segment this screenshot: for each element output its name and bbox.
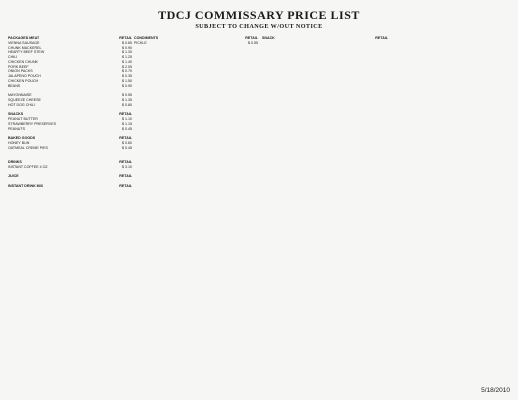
item-price: $ 0.90 xyxy=(122,45,132,50)
item-price: RETAIL xyxy=(119,36,132,40)
item-price: RETAIL xyxy=(119,159,132,164)
item-name: PEANUTS xyxy=(8,126,25,131)
item-name: HEARTY BEEF STEW xyxy=(8,50,45,55)
item-name: STRAWBERRY PRESERVES xyxy=(8,121,56,126)
item-name: CONDIMENTS xyxy=(134,36,159,40)
item-name: ONION PACKS xyxy=(8,69,33,74)
item-name: PICKLE xyxy=(134,40,147,45)
item-name: CHUNK MACKEREL xyxy=(8,45,42,50)
item-name: JUICE xyxy=(8,174,19,179)
item-price: $ 0.55 xyxy=(248,40,258,45)
item-name: BEANS xyxy=(8,83,21,88)
item-name: BAKED GOODS xyxy=(8,136,36,141)
item-name: CHICKEN POUCH xyxy=(8,78,39,83)
item-price: $ 1.30 xyxy=(122,50,132,55)
item-price: $ 1.50 xyxy=(122,78,132,83)
price-column-3 xyxy=(262,36,388,370)
item-price: $ 0.70 xyxy=(122,69,132,74)
item-name: HOT DOG CHILI xyxy=(8,102,35,107)
item-price: $ 2.05 xyxy=(122,64,132,69)
item-price: RETAIL xyxy=(119,112,132,117)
item-name: INSTANT COFFEE 4 OZ xyxy=(8,164,48,169)
price-column-1 xyxy=(8,36,132,379)
item-name: INSTANT DRINK MIX xyxy=(8,183,44,188)
item-name: VIENNA SAUSAGE xyxy=(8,40,40,45)
item-price: RETAIL xyxy=(375,36,388,40)
item-price: $ 0.45 xyxy=(122,145,132,150)
item-price: $ 0.60 xyxy=(122,140,132,145)
price-column-2 xyxy=(134,36,258,370)
item-price: RETAIL xyxy=(119,136,132,141)
item-price: $ 1.35 xyxy=(122,97,132,102)
item-price: $ 1.25 xyxy=(122,55,132,60)
item-name: MAYONNAISE xyxy=(8,93,32,98)
item-name: DRINKS xyxy=(8,159,22,164)
item-name: CHICKEN CHUNK xyxy=(8,59,38,64)
item-name: HONEY BUN xyxy=(8,140,30,145)
item-price: $ 0.80 xyxy=(122,102,132,107)
item-price: RETAIL xyxy=(245,36,258,40)
item-name: JALAPENO POUCH xyxy=(8,74,41,79)
item-price: $ 1.40 xyxy=(122,59,132,64)
price-row xyxy=(392,355,512,360)
item-name: SNACKS xyxy=(8,112,24,117)
item-name: PACKAGED MEAT xyxy=(8,36,40,40)
item-price: $ 0.65 xyxy=(122,40,132,45)
item-price: $ 0.55 xyxy=(122,93,132,98)
item-price: RETAIL xyxy=(119,174,132,179)
item-name: SNACK xyxy=(262,36,275,40)
item-name: SQUEEZE CHEESE xyxy=(8,97,41,102)
item-price: $ 0.45 xyxy=(122,126,132,131)
item-price: $ 0.90 xyxy=(122,83,132,88)
item-name: PORK BEEF xyxy=(8,64,29,69)
item-name: OATMEAL CREME PIES xyxy=(8,145,48,150)
item-name: PEANUT BUTTER xyxy=(8,117,38,122)
page-title: TDCJ COMMISSARY PRICE LIST xyxy=(158,8,360,22)
item-price: $ 3.10 xyxy=(122,164,132,169)
print-date: 5/18/2010 xyxy=(481,387,510,394)
item-price: RETAIL xyxy=(119,183,132,188)
page-subtitle: SUBJECT TO CHANGE W/OUT NOTICE xyxy=(195,23,323,30)
item-name: CHILI xyxy=(8,55,18,60)
price-row xyxy=(8,374,132,379)
item-price: $ 0.35 xyxy=(122,74,132,79)
item-price: $ 1.10 xyxy=(122,117,132,122)
price-column-4 xyxy=(392,36,512,360)
price-row xyxy=(262,365,388,370)
item-price: $ 1.15 xyxy=(122,121,132,126)
price-row xyxy=(134,365,258,370)
